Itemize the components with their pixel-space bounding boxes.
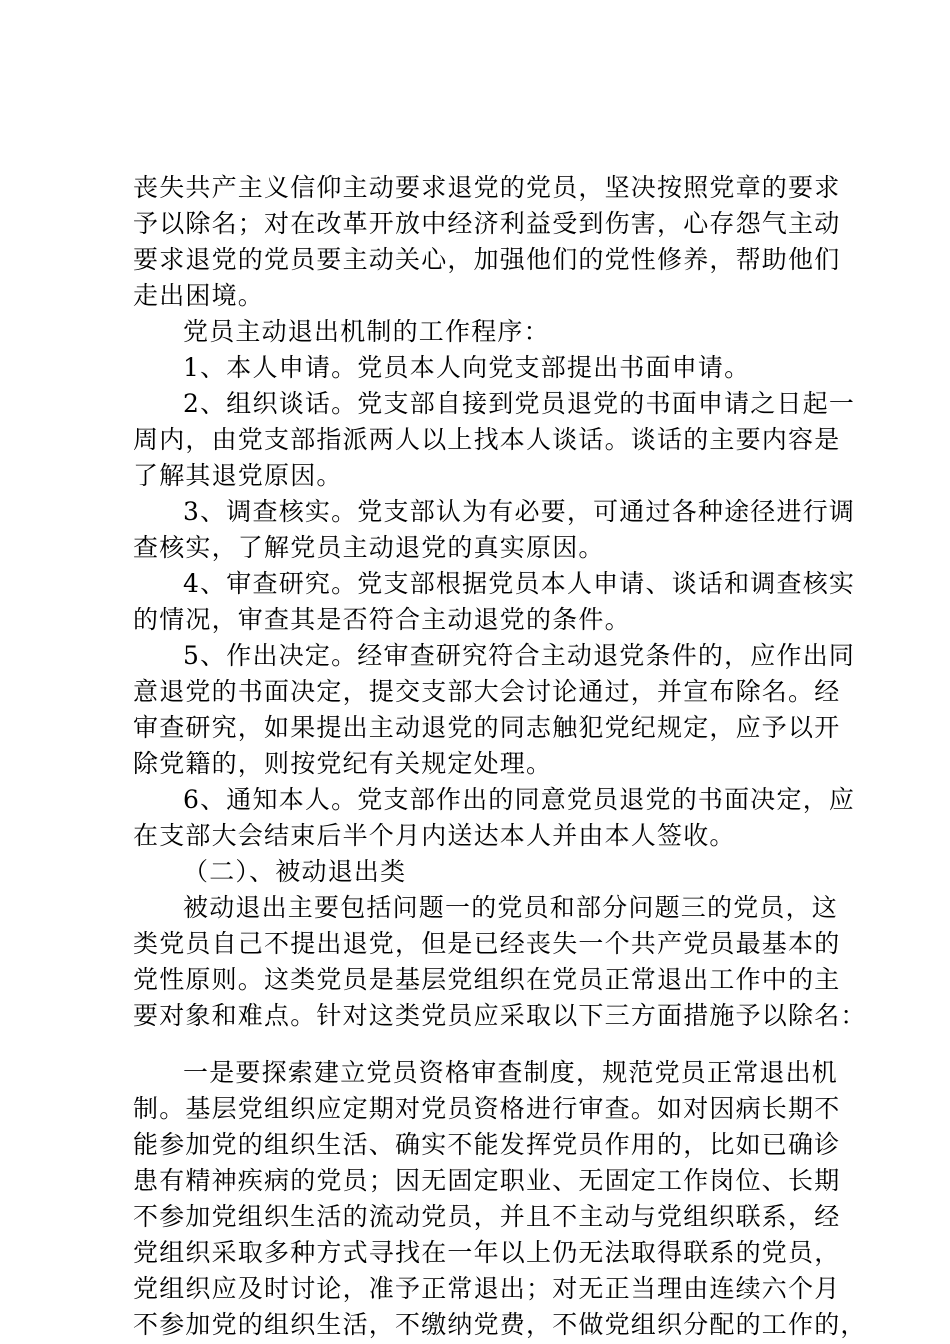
text-line: 党组织应及时讨论，准予正常退出；对无正当理由连续六个月 [133, 1274, 841, 1303]
text-line: 丧失共产主义信仰主动要求退党的党员，坚决按照党章的要求 [133, 173, 841, 202]
text-line: 予以除名；对在改革开放中经济利益受到伤害，心存怨气主动 [133, 209, 841, 238]
text-line: 6、通知本人。党支部作出的同意党员退党的书面决定，应 [183, 785, 856, 814]
text-line: 在支部大会结束后半个月内送达本人并由本人签收。 [133, 821, 736, 850]
text-line: 5、作出决定。经审查研究符合主动退党条件的，应作出同 [183, 641, 856, 670]
text-line: 党组织采取多种方式寻找在一年以上仍无法取得联系的党员， [133, 1238, 841, 1267]
text-line: 4、审查研究。党支部根据党员本人申请、谈话和调查核实 [183, 569, 856, 598]
text-line: 查核实，了解党员主动退党的真实原因。 [133, 533, 605, 562]
text-line: 党员主动退出机制的工作程序： [183, 317, 550, 346]
text-line: 被动退出主要包括问题一的党员和部分问题三的党员，这 [183, 893, 839, 922]
text-line: 能参加党的组织生活、确实不能发挥党员作用的，比如已确诊 [133, 1130, 841, 1159]
text-line: 一是要探索建立党员资格审查制度，规范党员正常退出机 [183, 1058, 839, 1087]
text-line: 2、组织谈话。党支部自接到党员退党的书面申请之日起一 [183, 389, 856, 418]
text-line: 审查研究，如果提出主动退党的同志触犯党纪规定，应予以开 [133, 713, 841, 742]
text-line: 走出困境。 [133, 281, 265, 310]
text-line: 类党员自己不提出退党，但是已经丧失一个共产党员最基本的 [133, 929, 841, 958]
text-line: 3、调查核实。党支部认为有必要，可通过各种途径进行调 [183, 497, 856, 526]
text-line: 1、本人申请。党员本人向党支部提出书面申请。 [183, 353, 751, 382]
text-line: 不参加党组织生活的流动党员，并且不主动与党组织联系，经 [133, 1202, 841, 1231]
text-line: 制。基层党组织应定期对党员资格进行审查。如对因病长期不 [133, 1094, 841, 1123]
text-line: 不参加党的组织生活，不缴纳党费，不做党组织分配的工作的， [133, 1310, 867, 1339]
text-line: 党性原则。这类党员是基层党组织在党员正常退出工作中的主 [133, 965, 841, 994]
section-heading: （二）、被动退出类 [183, 857, 407, 886]
text-line: 患有精神疾病的党员；因无固定职业、无固定工作岗位、长期 [133, 1166, 841, 1195]
text-line: 意退党的书面决定，提交支部大会讨论通过，并宣布除名。经 [133, 677, 841, 706]
text-line: 除党籍的，则按党纪有关规定处理。 [133, 749, 553, 778]
text-line: 要对象和难点。针对这类党员应采取以下三方面措施予以除名： [133, 1001, 867, 1030]
text-line: 要求退党的党员要主动关心，加强他们的党性修养，帮助他们 [133, 245, 841, 274]
text-line: 了解其退党原因。 [133, 461, 343, 490]
text-line: 周内，由党支部指派两人以上找本人谈话。谈话的主要内容是 [133, 425, 841, 454]
text-line: 的情况，审查其是否符合主动退党的条件。 [133, 605, 631, 634]
